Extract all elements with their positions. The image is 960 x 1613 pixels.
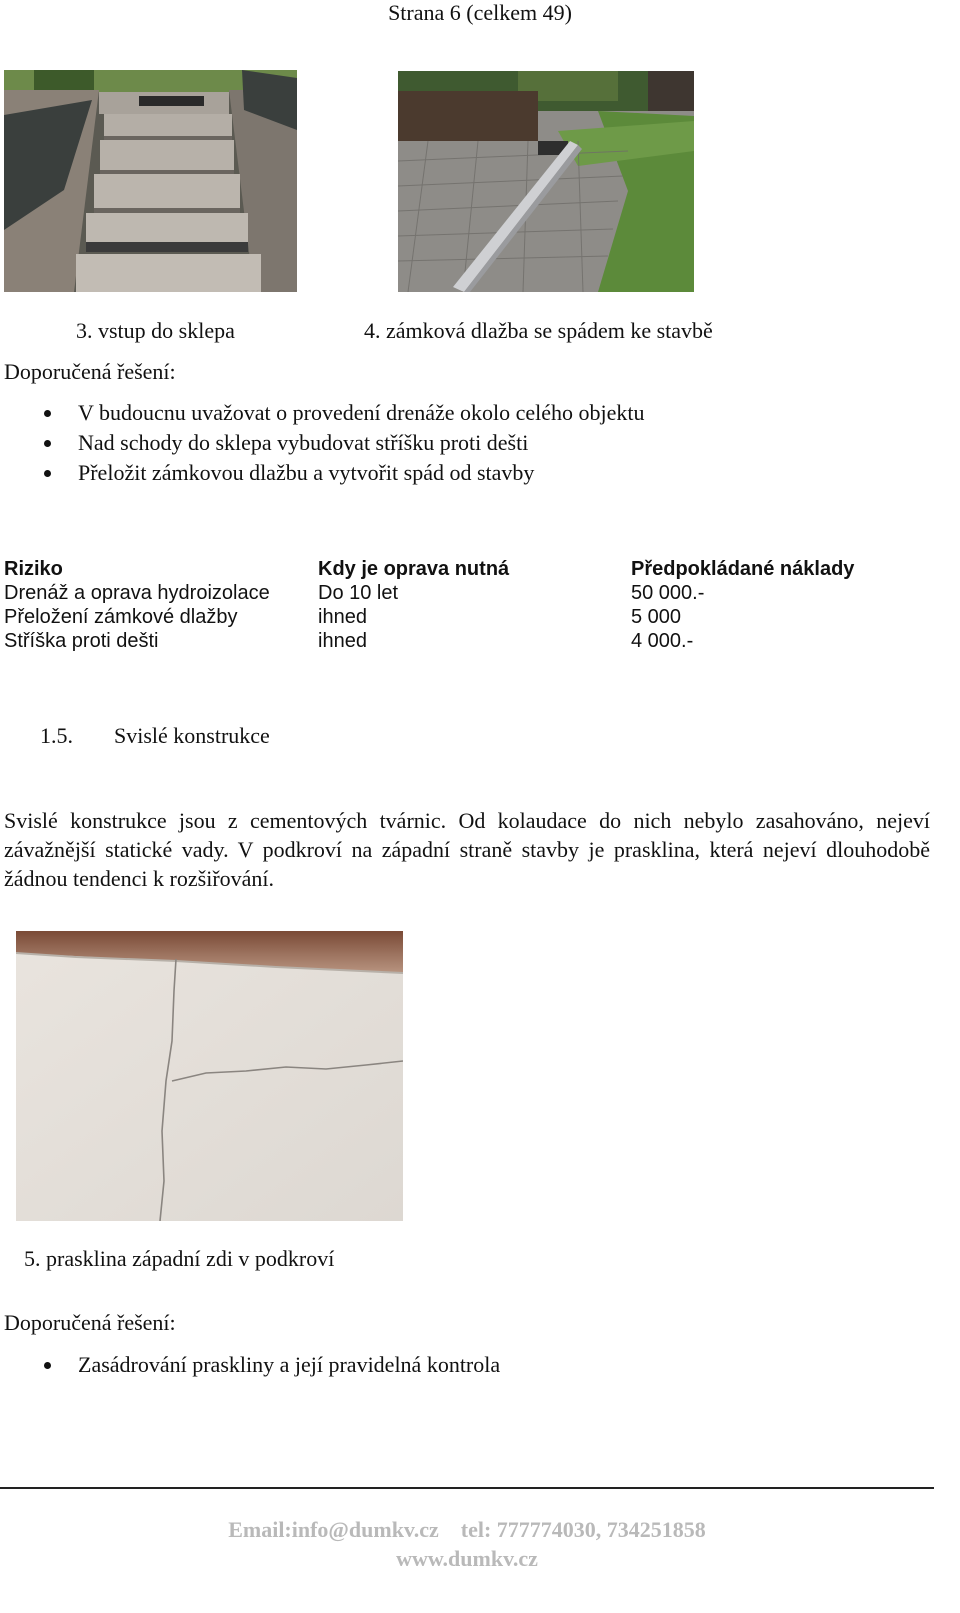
bullet-icon [44,440,51,447]
caption-paving: 4. zámková dlažba se spádem ke stavbě [364,318,713,343]
page-number-header: Strana 6 (celkem 49) [388,0,572,25]
section-paragraph [4,806,930,893]
photo-wall-crack [16,931,403,1221]
section-number: 1.5. [40,723,73,748]
list-item [40,398,645,428]
section-title: Svislé konstrukce [114,723,270,748]
recommendations-list-2 [40,1350,500,1380]
column-header-cost: Předpokládané náklady [631,558,855,580]
photo-interlocking-paving [398,71,694,292]
list-item-text: V budoucnu uvažovat o provedení drenáže okolo celého objektu [78,400,645,425]
footer-website: www.dumkv.cz [396,1546,538,1571]
table-cell: 5 000 [631,606,682,628]
column-header-risk: Riziko [4,558,63,580]
table-cell: 4 000.- [631,630,694,652]
footer-divider [0,1487,934,1489]
list-item [40,458,645,488]
list-item-text: Nad schody do sklepa vybudovat stříšku proti dešti [78,430,529,455]
list-item [40,1350,500,1380]
list-item-text: Přeložit zámkovou dlažbu a vytvořit spád od stavby [78,460,535,485]
footer-contact: Email:info@dumkv.cz tel: 777774030, 734251858 [228,1517,706,1542]
table-cell: ihned [318,606,367,628]
table-row [4,581,931,605]
photo-basement-stairs [4,70,297,292]
table-row [4,605,931,629]
table-cell: 50 000.- [631,582,705,604]
bullet-icon [44,410,51,417]
paragraph-text: Svislé konstrukce jsou z cementových tvárnic. Od kolaudace do nich nebylo zasahováno, nejeví závažnější statické vady. V podkroví na západní straně stavby je prasklina, která nejeví dlouhodobě žádnou tendenci k rozšiřování. [4,808,930,891]
bullet-icon [44,470,51,477]
column-header-when: Kdy je oprava nutná [318,558,510,580]
caption-crack: 5. prasklina západní zdi v podkroví [24,1246,335,1271]
table-row [4,629,931,653]
recommendations-list [40,398,645,488]
recommendations-label: Doporučená řešení: [4,359,176,384]
list-item-text: Zasádrování praskliny a její pravidelná kontrola [78,1352,501,1377]
table-cell: Stříška proti dešti [4,630,159,652]
list-item [40,428,645,458]
table-cell: Přeložení zámkové dlažby [4,606,238,628]
risk-table [4,557,931,653]
table-cell: Drenáž a oprava hydroizolace [4,582,270,604]
recommendations-label-2: Doporučená řešení: [4,1310,176,1335]
table-header-row [4,557,931,581]
caption-stairs: 3. vstup do sklepa [76,318,235,343]
table-cell: Do 10 let [318,582,399,604]
table-cell: ihned [318,630,367,652]
bullet-icon [44,1362,51,1369]
